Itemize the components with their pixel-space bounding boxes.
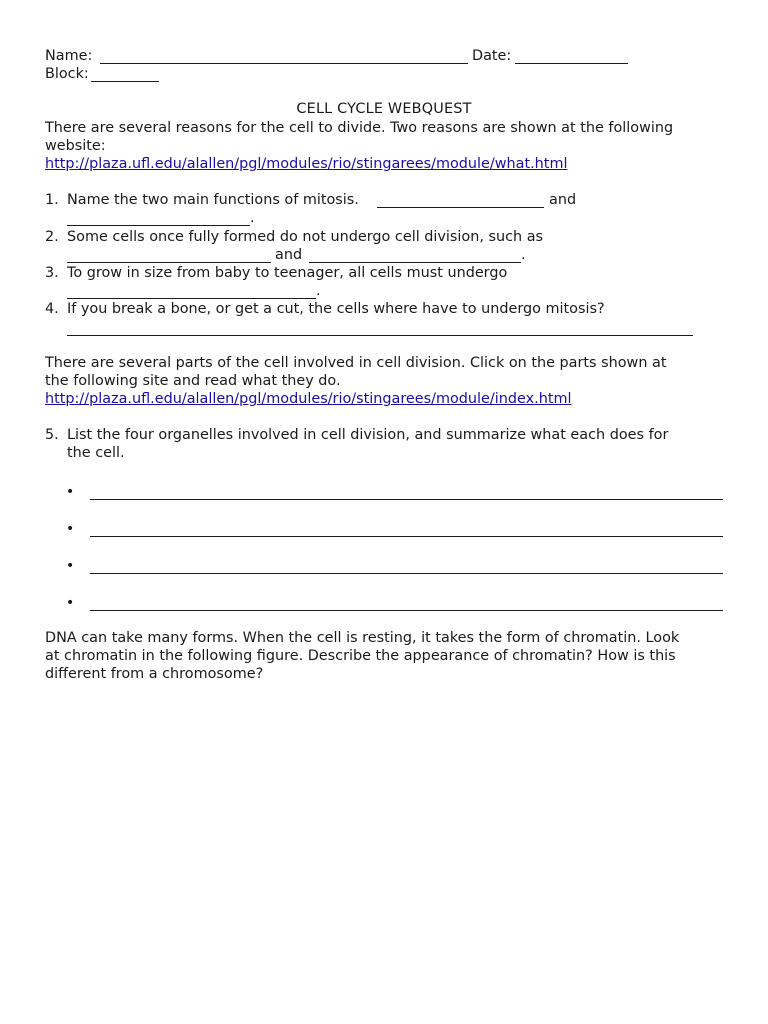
bullet-1: •	[66, 484, 75, 500]
date-blank[interactable]	[515, 63, 628, 64]
q1-and: and	[549, 192, 577, 208]
bullet-4: •	[66, 595, 75, 611]
section3-line-3: different from a chromosome?	[45, 666, 264, 682]
bullet-3: •	[66, 558, 75, 574]
q1-blank-1[interactable]	[377, 207, 544, 208]
q2-blank-1[interactable]	[67, 262, 271, 263]
q3-period: .	[316, 283, 321, 299]
q5-number: 5.	[45, 427, 59, 443]
block-label: Block:	[45, 66, 89, 82]
q4-blank[interactable]	[67, 335, 693, 336]
section2-line-1: There are several parts of the cell involved in cell division. Click on the parts shown at	[45, 355, 667, 371]
q1-period: .	[250, 210, 255, 226]
q2-number: 2.	[45, 229, 59, 245]
q4-number: 4.	[45, 301, 59, 317]
index-html-link[interactable]: http://plaza.ufl.edu/alallen/pgl/modules/rio/stingarees/module/index.html	[45, 391, 572, 407]
intro-line-1: There are several reasons for the cell to divide. Two reasons are shown at the following	[45, 120, 674, 136]
q1-blank-2[interactable]	[67, 225, 250, 226]
organelle-blank-2[interactable]	[90, 536, 723, 537]
q2-and: and	[275, 247, 303, 263]
section3-line-2: at chromatin in the following figure. Describe the appearance of chromatin? How is this	[45, 648, 676, 664]
q5-text-line-2: the cell.	[67, 445, 125, 461]
q1-number: 1.	[45, 192, 59, 208]
q2-text: Some cells once fully formed do not undergo cell division, such as	[67, 229, 544, 245]
intro-line-2: website:	[45, 138, 106, 154]
q4-text: If you break a bone, or get a cut, the cells where have to undergo mitosis?	[67, 301, 605, 317]
what-html-link[interactable]: http://plaza.ufl.edu/alallen/pgl/modules/rio/stingarees/module/what.html	[45, 156, 568, 172]
page-title: CELL CYCLE WEBQUEST	[296, 101, 472, 117]
q3-blank[interactable]	[67, 298, 316, 299]
q1-text: Name the two main functions of mitosis.	[67, 192, 359, 208]
block-blank[interactable]	[91, 81, 159, 82]
q2-period: .	[521, 247, 526, 263]
section2-line-2: the following site and read what they do.	[45, 373, 341, 389]
name-blank[interactable]	[100, 63, 468, 64]
section3-line-1: DNA can take many forms. When the cell is resting, it takes the form of chromatin. Look	[45, 630, 680, 646]
organelle-blank-4[interactable]	[90, 610, 723, 611]
date-label: Date:	[472, 48, 512, 64]
q3-number: 3.	[45, 265, 59, 281]
organelle-blank-1[interactable]	[90, 499, 723, 500]
organelle-blank-3[interactable]	[90, 573, 723, 574]
name-label: Name:	[45, 48, 93, 64]
q3-text: To grow in size from baby to teenager, all cells must undergo	[67, 265, 508, 281]
q5-text-line-1: List the four organelles involved in cell division, and summarize what each does for	[67, 427, 669, 443]
q2-blank-2[interactable]	[309, 262, 521, 263]
bullet-2: •	[66, 521, 75, 537]
